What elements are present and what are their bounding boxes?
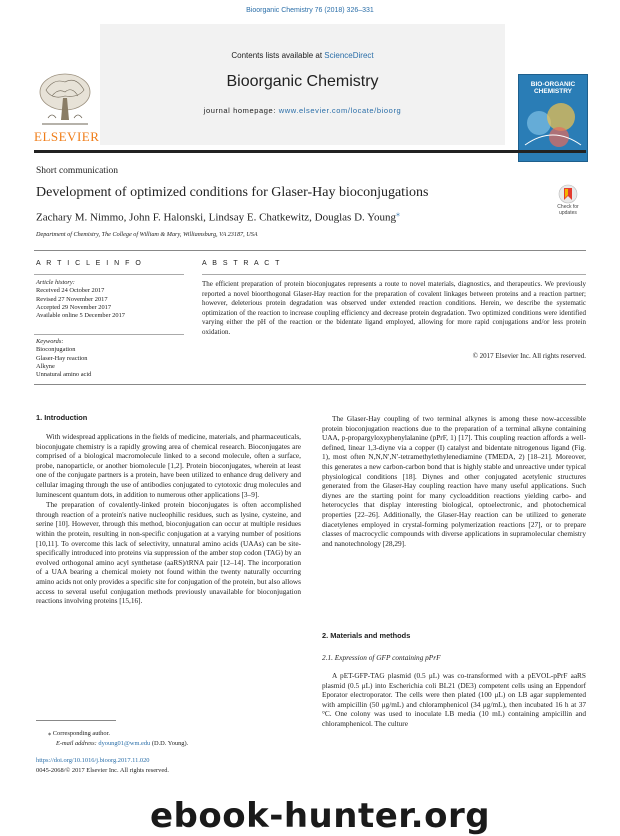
history-label: Article history: [36,279,75,286]
keyword-item: Unnatural amino acid [36,371,92,379]
history-online: Available online 5 December 2017 [36,312,125,320]
right-paragraph-1: The Glaser-Hay coupling of two terminal alkynes is among these now-accessible protein bioconjugation reactions due to the preparation of a terminal alkyne containing UAA, p-propargyloxyphenylalanine (pPrF, 1) [17]. This coupling reaction affords a well-defined, linear 1,3-diyne via a copper (I) catalyst and bidentate nitrogenous ligand (Fig. 1), most often N,N,N′,N′-tetramethylethylenediamine (TMEDA, 2) [18–21]. Moreover, this generates a new carbon-carbon bond that is highly stable and unreactive under typical physiological conditions [18]. Diynes and other conjugated acetylenic structures generated from the Glaser-Hay coupling reaction have many useful applications. Such diynes are the starting point for many cycloaddition reactions yielding carbo- and heterocycles that display interesting biological, optoelectronic, and photochemical properties [22–26]. Additionally, the Glaser-Hay reaction can be utilized to generate diacetylenes employed in crystal-forming polymerization reactions [27], or to prepare classes of macrocyclic compounds with diverse applications in supramolecular chemistry and nanotechnology [28,29]. [322,414,586,548]
cover-art-icon [519,95,587,153]
email-link[interactable]: dyoung01@wm.edu [98,740,151,747]
homepage-prefix: journal homepage: [203,106,279,115]
journal-homepage [100,106,505,115]
email-label: E-mail address: [56,740,99,747]
email-suffix: (D.D. Young). [150,740,189,747]
keyword-item: Alkyne [36,362,55,370]
front-matter-rule [34,250,586,251]
article-type: Short communication [36,166,119,176]
introduction-heading: 1. Introduction [36,413,88,422]
keywords-label: Keywords: [36,338,64,345]
homepage-link[interactable]: www.elsevier.com/locate/bioorg [278,106,402,115]
intro-paragraph-2: The preparation of covalently-linked protein bioconjugates is often accomplished through reaction of a protein's native nucleophilic residues, such as lysine, cysteine, and serine [10]. However, through this method, bioconjugation can occur at multiple residues within the protein, resulting in non-specific conjugation at a varying number of positions [10,11]. To overcome this lack of selectivity, unnatural amino acids (UAAs) can be site-specifically introduced into proteins via suppression of the amber stop codon (TAG) by an evolved orthogonal amino acyl synthetase (aaRS)/tRNA pair [12–14]. The incorporation of a UAA bearing a chemical moiety not found within the twenty naturally occurring amino acids not only provides a specific site for conjugation of the protein, but also allows access to several useful conjugation methods previously unavailable for bioconjugation reactions involving proteins [15,16]. [36,500,301,606]
history-revised: Revised 27 November 2017 [36,295,108,303]
author-affiliation: Department of Chemistry, The College of William & Mary, Williamsburg, VA 23187, USA [36,231,258,238]
journal-citation[interactable]: Bioorganic Chemistry 76 (2018) 326–331 [246,7,374,14]
elsevier-wordmark: ELSEVIER [34,129,100,144]
methods-paragraph: A pET-GFP-TAG plasmid (0.5 μL) was co-transformed with a pEVOL-pPrF aaRS plasmid (0.5 μL) into Escherichia coli BL21 (DE3) competent cells using an Eppendorf Eporator electroporator. The cells were then plated (100 μL) on LB agar supplemented with ampicillin (50 μg/mL) and chloramphenicol (34 μg/mL), then incubated 16 h at 37 °C. One colony was used to inoculate LB media (10 mL) containing ampicillin and chloramphenicol. The culture [322,671,586,728]
body-column-right [322,414,586,548]
keywords-rule [34,334,184,335]
footnote-corresponding: ⁎ Corresponding author. [48,730,110,737]
history-received: Received 24 October 2017 [36,287,105,295]
keyword-item: Glaser-Hay reaction [36,354,88,362]
article-title: Development of optimized conditions for Glaser-Hay bioconjugations [36,185,429,200]
journal-header [100,24,505,145]
methods-heading: 2. Materials and methods [322,631,411,640]
cover-title-2: CHEMISTRY [533,88,573,95]
article-history [36,279,186,320]
abstract-text: The efficient preparation of protein bioconjugates represents a route to novel materials, diagnostics, and therapeutics. We previously reported a novel bioorthogonal Glaser-Hay reaction for the preparation of covalent linkages between proteins and a reaction partner; however, deleterious protein degradation was observed under extended reaction conditions. Herein, we describe the systematic optimization of the reaction to increase coupling efficiency and decrease protein degradation. Two optimized conditions were identified varying either the pH of the reaction or the bidentate ligand employed, allowing for more rapid conjugations and/or less protein oxidation. [202,280,586,336]
footnote-email [56,740,188,748]
history-accepted: Accepted 29 November 2017 [36,303,112,311]
contents-prefix: Contents lists available at [231,51,325,60]
abstract-heading: A B S T R A C T [202,260,282,267]
elsevier-tree-icon [34,68,96,130]
header-rule [34,150,586,153]
check-updates-line-2: updates [559,210,577,216]
elsevier-logo[interactable] [34,68,100,144]
contents-available [100,51,505,60]
cover-title-1: BIO-ORGANIC [530,81,576,88]
bookmark-icon [558,184,578,204]
corresponding-author-mark[interactable]: ⁎ [395,209,400,218]
author-list [36,209,400,224]
article-info-rule [34,274,184,275]
abstract-end-rule [34,384,586,385]
check-updates-line-1: Check for [557,204,579,210]
abstract-rule [202,274,586,275]
doi-link[interactable]: https://doi.org/10.1016/j.bioorg.2017.11.020 [36,757,150,764]
watermark-text: ebook-hunter.org [150,796,491,836]
keyword-item: Bioconjugation [36,346,76,354]
journal-cover[interactable] [518,74,588,162]
footnote-rule [36,720,116,721]
keywords [36,338,186,379]
intro-paragraph-1: With widespread applications in the fields of medicine, materials, and pharmaceuticals, bioconjugate chemistry is a rapidly growing area of chemical research. Bioconjugates are comprised of a biological macromolecule linked to a second molecule, often a surface, probe, nanoparticle, or another biomolecule [1,2]. Protein bioconjugates, wherein at least one of the conjugate partners is a protein, have been utilized to enhance drug delivery and cellular imaging through the use of antibodies conjugated to cytotoxic drug molecules and luminescent quantum dots, in addition to numerous other applications [3–9]. [36,432,301,499]
sciencedirect-link[interactable]: ScienceDirect [324,51,374,60]
authors-names: Zachary M. Nimmo, John F. Halonski, Lindsay E. Chatkewitz, Douglas D. Young [36,211,396,224]
issn-line: 0045-2068/© 2017 Elsevier Inc. All rights reserved. [36,767,169,774]
abstract-copyright: © 2017 Elsevier Inc. All rights reserved. [472,352,586,360]
body-column-left [36,432,301,606]
methods-subheading: 2.1. Expression of GFP containing pPrF [322,653,441,662]
check-for-updates-badge[interactable] [551,184,585,220]
journal-title: Bioorganic Chemistry [226,73,379,90]
article-info-heading: A R T I C L E I N F O [36,260,143,267]
